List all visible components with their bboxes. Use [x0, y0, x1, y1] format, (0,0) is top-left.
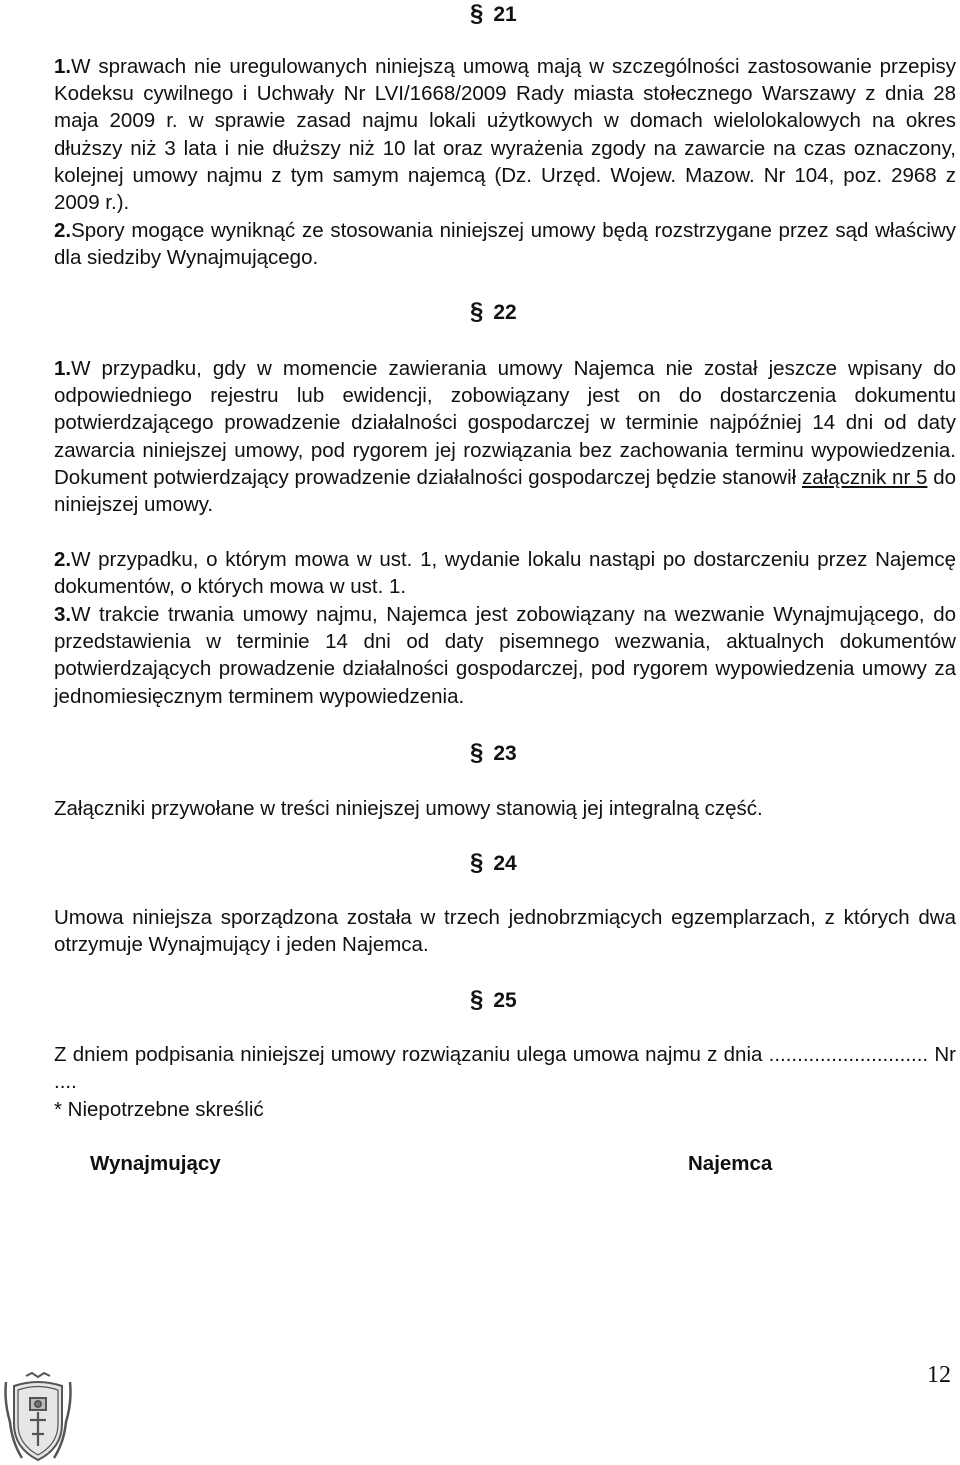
paragraph-text: W trakcie trwania umowy najmu, Najemca jest zobowiązany na wezwanie Wynajmującego, do przedstawienia w terminie 14 dni od daty pisemnego wezwania, aktualnych dokumentów potwierdzających prowadzenie działalności gospodarczej, pod rygorem wypowiedzenia umowy za jednomiesięcznym terminem wypowiedzenia.: [54, 603, 956, 708]
paragraph-text-tail: do niniejszej umowy.: [54, 465, 956, 517]
section-symbol: §: [470, 849, 484, 876]
coat-of-arms-icon: [2, 1372, 74, 1464]
section-21-paragraph-2: [54, 217, 956, 271]
paragraph-text: Załączniki przywołane w treści niniejszej umowy stanowią jej integralną część.: [54, 797, 763, 820]
footnote: * Niepotrzebne skreślić: [54, 1098, 264, 1121]
paragraph-number: 1.: [54, 55, 72, 78]
signature-label-tenant: Najemca: [688, 1152, 773, 1175]
section-number: 21: [493, 3, 517, 26]
section-symbol: §: [470, 986, 484, 1013]
paragraph-number: 1.: [54, 357, 72, 380]
section-22-paragraph-3: [54, 601, 956, 710]
paragraph-text: W sprawach nie uregulowanych niniejszą umową mają w szczególności zastosowanie przepisy Kodeksu cywilnego i Uchwały Nr LVI/1668/2009 Rady miasta stołecznego Warszawy z dnia 28 maja 2009 r. w sprawie zasad najmu lokali użytkowych w domach wielolokalowych na okres dłuższy niż 3 lata i nie dłuższy niż 10 lat oraz wyrażenia zgody na zawarcie na czas oznaczony, kolejnej umowy najmu z tym samym najemcą (Dz. Urzęd. Wojew. Mazow. Nr 104, poz. 2968 z 2009 r.).: [54, 55, 956, 215]
section-heading-23: [470, 739, 610, 767]
section-symbol: §: [470, 0, 484, 27]
section-heading-21: [470, 0, 610, 28]
section-22-paragraph-2: [54, 546, 956, 600]
section-21-paragraph-1: [54, 53, 956, 216]
section-number: 25: [493, 989, 517, 1012]
section-symbol: §: [470, 298, 484, 325]
paragraph-text: W przypadku, o którym mowa w ust. 1, wydanie lokalu nastąpi po dostarczeniu przez Najemcę dokumentów, o których mowa w ust. 1.: [54, 548, 956, 599]
section-number: 22: [493, 301, 517, 324]
paragraph-text: Z dniem podpisania niniejszej umowy rozwiązaniu ulega umowa najmu z dnia ............................ Nr ....: [54, 1043, 956, 1094]
section-number: 23: [493, 742, 517, 765]
section-heading-22: [470, 298, 610, 326]
paragraph-number: 2.: [54, 219, 72, 242]
attachment-reference: załącznik nr 5: [801, 465, 928, 489]
page-number: 12: [927, 1362, 951, 1388]
paragraph-text: W przypadku, gdy w momencie zawierania umowy Najemca nie został jeszcze wpisany do odpowiedniego rejestru lub ewidencji, zobowiązany jest on do dostarczenia dokumentu potwierdzającego prowadzenie działalności gospodarczej w terminie najpóźniej 14 dni od daty zawarcia niniejszej umowy, pod rygorem jej rozwiązania bez zachowania terminu wypowiedzenia. Dokument potwierdzający prowadzenie działalności gospodarczej będzie stanowił: [54, 357, 956, 489]
paragraph-text: Umowa niniejsza sporządzona została w trzech jednobrzmiących egzemplarzach, z których dwa otrzymuje Wynajmujący i jeden Najemca.: [54, 906, 956, 957]
signature-label-landlord: Wynajmujący: [90, 1152, 221, 1175]
paragraph-text: Spory mogące wyniknąć ze stosowania niniejszej umowy będą rozstrzygane przez sąd właściwy dla siedziby Wynajmującego.: [54, 219, 956, 270]
section-23-text: [54, 795, 956, 822]
paragraph-number: 3.: [54, 603, 72, 626]
section-24-text: [54, 904, 956, 958]
paragraph-number: 2.: [54, 548, 72, 571]
section-heading-25: [470, 986, 610, 1014]
section-heading-24: [470, 849, 610, 877]
section-22-paragraph-1: [54, 355, 956, 518]
section-number: 24: [493, 852, 517, 875]
section-25-text: [54, 1041, 956, 1095]
section-symbol: §: [470, 739, 484, 766]
